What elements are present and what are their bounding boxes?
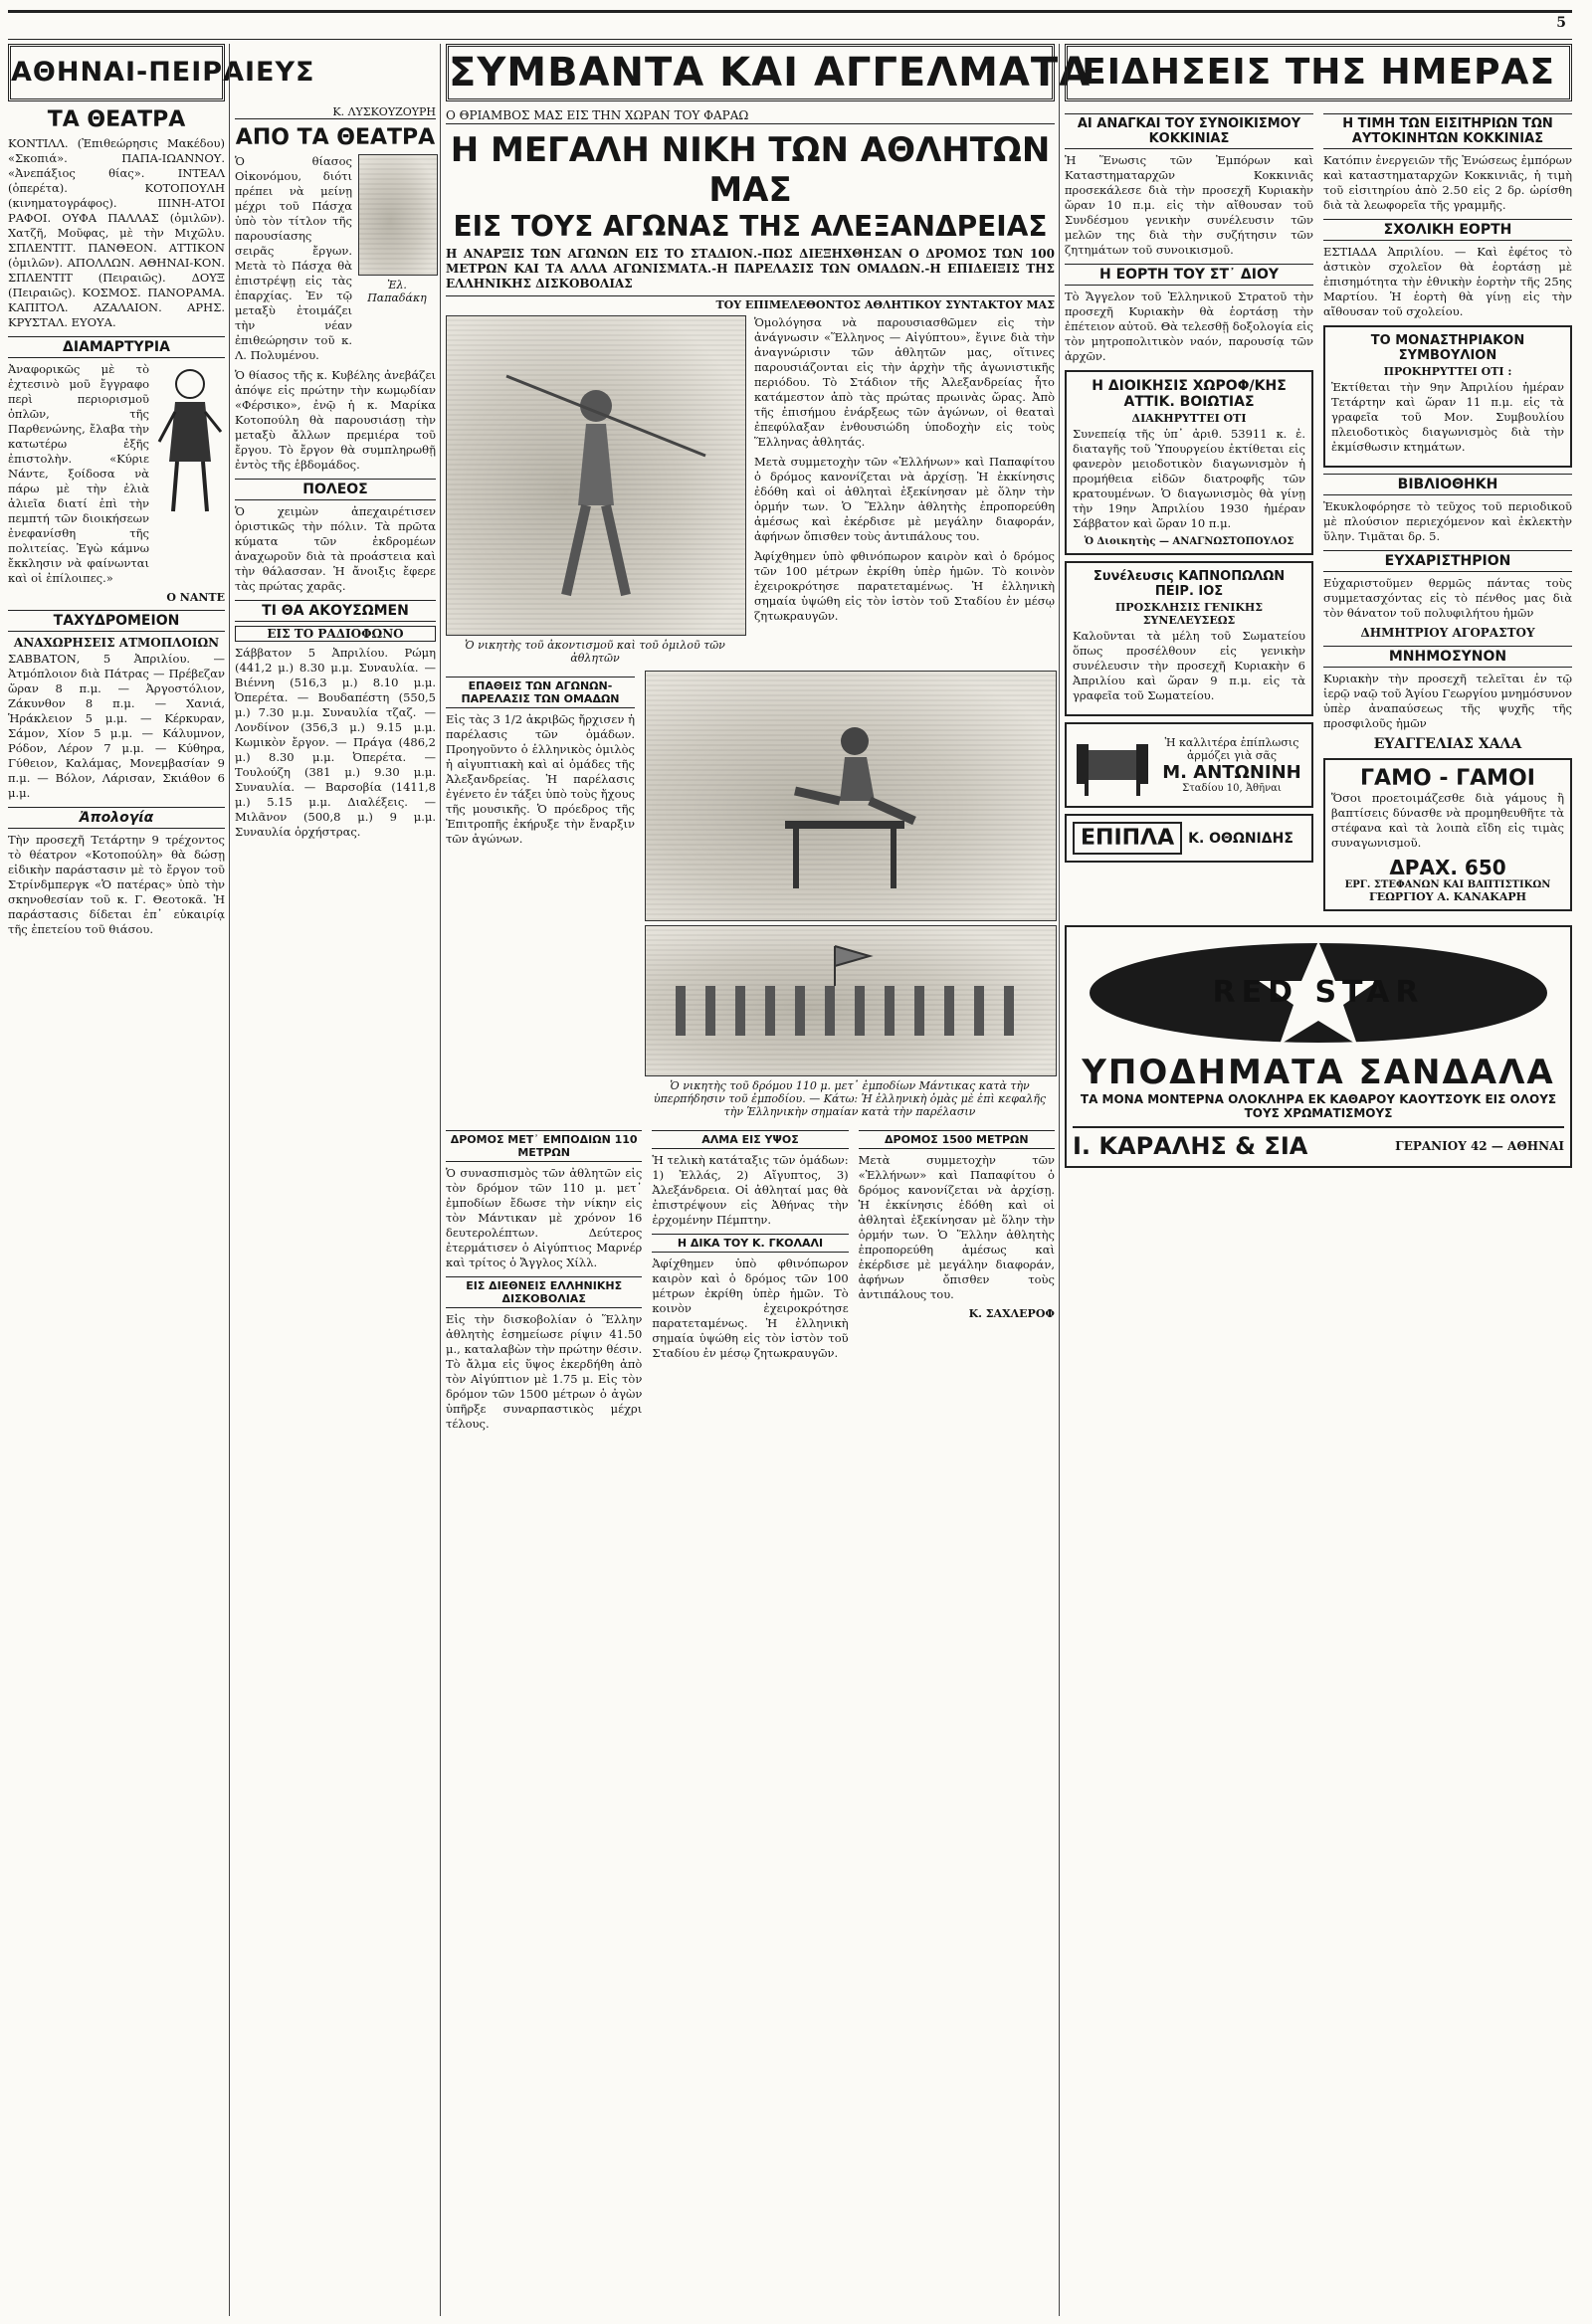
fare-text: Κατόπιν ἐνεργειῶν τῆς Ἑνώσεως ἐμπόρων καὶ καταστηματαρχῶν Κοκκινιᾶς, ἡ τιμὴ τοῦ εἰσιτηρίου ἀπὸ 2.50 εἰς 2 δρ. ὡρίσθη διὰ τὰ λεωφορεῖα τῆς γραμμῆς.	[1323, 153, 1572, 212]
center-row-1	[446, 315, 1055, 671]
memorial-heading: ΜΝΗΜΟΣΥΝΟΝ	[1323, 646, 1572, 668]
center-left-text	[446, 671, 635, 1124]
center-text3: Ἀφίχθημεν ὑπὸ φθινόπωρον καιρὸν καὶ ὁ δρόμος τῶν 100 μέτρων ἐκρίθη ὑπὲρ ἡμῶν. Τὸ κοινὸν ἐχειροκρότησε παρατεταμένως. Ἡ ἐλληνικὴ σημαία ὑψώθη εἰς τὸν ἱστὸν τοῦ Σταδίου ἐν μέσῳ ζητωκραυγῶν.	[754, 549, 1055, 623]
hurdles-heading: ΔΡΟΜΟΣ ΜΕΤ᾽ ΕΜΠΟΔΙΩΝ 110 ΜΕΤΡΩΝ	[446, 1130, 642, 1162]
sandals-ad	[1065, 925, 1572, 1168]
apology-text: Τὴν προσεχῆ Τετάρτην 9 τρέχοντος τὸ θέατρον «Κοτοπούλη» θὰ δώσῃ εἰδικὴν παράστασιν μὲ τὸ ἔργον τοῦ Στρίνδμπεργκ «Ὁ πατέρας» ὑπὸ τὴν σκηνοθεσίαν τοῦ κ. Γ. Θεοτοκᾶ. Ἡ παράστασις δίδεται ἐπ᾽ εὐκαιρίᾳ τῆς ἐπετείου τοῦ θιάσου.	[8, 833, 225, 936]
furniture-ad-name: Μ. ΑΝΤΩΝΙΝΗ	[1162, 762, 1301, 783]
sandals-ad-banner	[1073, 933, 1564, 1053]
marching-team-icon	[646, 926, 1054, 1075]
right-masthead: ΕΙΔΗΣΕΙΣ ΤΗΣ ΗΜΕΡΑΣ	[1065, 44, 1572, 101]
memorial-name: ΕΥΑΓΓΕΛΙΑΣ ΧΑΛΑ	[1373, 736, 1522, 752]
headline-1: Η ΜΕΓΑΛΗ ΝΙΚΗ ΤΩΝ ΑΘΛΗΤΩΝ ΜΑΣ	[450, 130, 1051, 210]
gendarmerie-subheading: ΔΙΑΚΗΡΥΤΤΕΙ ΟΤΙ	[1131, 412, 1247, 425]
center-row-3	[446, 1124, 1055, 1437]
epipla-ad-name: Κ. ΟΘΩΝΙΔΗΣ	[1188, 830, 1294, 847]
1500m-heading: ΔΡΟΜΟΣ 1500 ΜΕΤΡΩΝ	[859, 1130, 1055, 1149]
fare-heading: Η ΤΙΜΗ ΤΩΝ ΕΙΣΙΤΗΡΙΩΝ ΤΩΝ ΑΥΤΟΚΙΝΗΤΩΝ ΚΟΚΚΙΝΙΑΣ	[1323, 113, 1572, 149]
radio-subheading: ΕΙΣ ΤΟ ΡΑΔΙΟΦΩΝΟ	[235, 626, 436, 642]
right-col-1	[1065, 107, 1313, 917]
athlete-photo-caption: Ὁ νικητὴς τοῦ ἀκοντισμοῦ καὶ τοῦ ὁμιλοῦ τῶν ἀθλητῶν	[465, 639, 725, 665]
center-signoff: Κ. ΣΑΧΛΕΡΟΦ	[968, 1307, 1055, 1320]
top-rule	[8, 10, 1572, 40]
monastery-text: Ἐκτίθεται τὴν 9ην Ἀπριλίου ἡμέραν Τετάρτην καὶ ὥραν 11 π.μ. εἰς τὰ γραφεῖα τοῦ Μον. Συμβουλίου πλειοδοτικὸς διαγωνισμὸς διὰ τὴν ἐκμίσθωσιν κτημάτων.	[1331, 380, 1564, 454]
thanks-name: ΔΗΜΗΤΡΙΟΥ ΑΓΟΡΑΣΤΟΥ	[1360, 626, 1535, 640]
col2-sec3-text: Ὁ χειμὼν ἀπεχαιρέτισεν ὁριστικῶς τὴν πόλιν. Τὰ πρῶτα κύματα τῶν ἐκδρομέων ἀναχωροῦν διὰ τὰ προάστεια καὶ τὴν θάλασσαν. Ἡ ἄνοιξις ἔφερε τὰς πρώτας χαρᾶς.	[235, 504, 436, 593]
column-rule	[229, 44, 230, 2316]
furniture-ad-address: Σταδίου 10, Ἀθῆναι	[1182, 783, 1282, 794]
sandals-ad-footer	[1073, 1126, 1564, 1160]
wedding-ad-heading: ΓΑΜΟ - ΓΑΜΟΙ	[1360, 766, 1535, 791]
epipla-ad-word: ΕΠΙΠΛΑ	[1073, 822, 1182, 855]
athlete-photo	[446, 315, 746, 636]
kicker: Ο ΘΡΙΑΜΒΟΣ ΜΑΣ ΕΙΣ ΤΗΝ ΧΩΡΑΝ ΤΟΥ ΦΑΡΑΩ	[446, 107, 1055, 124]
center-row-2	[446, 671, 1055, 1124]
center-text4: Εἰς τὰς 3 1/2 ἀκριβῶς ἤρχισεν ἡ παρέλασις τῶν ὁμάδων. Προηγοῦντο ὁ ἑλληνικὸς ὀμιλὸς ἡ αἰγυπτιακὴ καὶ αἱ ὁμάδες τῆς Ἀλεξανδρείας. Ἡ παρέλασις ἐγένετο ἐν τάξει ὑπὸ τοὺς ἤχους τῆς μουσικῆς. Ὁ πρόεδρος τῆς Ἐπιτροπῆς ἐκήρυξε τὴν ἔναρξιν τῶν ἀγώνων.	[446, 712, 636, 846]
center-text1: Ὁμολόγησα νὰ παρουσιασθῶμεν εἰς τὴν ἀνάγνωσιν «Ἕλληνος — Αἰγύπτου», ἔγινε διὰ τὴν ἀναγνώρισιν τῶν ἀθλητῶν μας, οἵτινες παρουσιάζονται εἰς τὴν ἀρχὴν τῆς ἀγωνιστικῆς περιόδου. Τὸ Στάδιον τῆς Ἀλεξανδρείας ἦτο κατάμεστον ἀπὸ τὰς πρώτας πρωινὰς ὥρας. Ἀπὸ τῆς ἐπισήμου ἐνάρξεως τῶν ἀγώνων, οἱ θεαταὶ ἐπεφύλαξαν ἐνθουσιώδη ὑποδοχὴν εἰς τοὺς Ἕλληνας ἀθλητάς.	[754, 315, 1055, 449]
discus-heading: ΕΙΣ ΔΙΕΘΝΕΙΣ ΕΛΛΗΝΙΚΗΣ ΔΙΣΚΟΒΟΛΙΑΣ	[446, 1276, 642, 1308]
tobacco-heading: Συνέλευσις ΚΑΠΝΟΠΩΛΩΝ ΠΕΙΡ. ΙΟΣ	[1093, 569, 1286, 599]
monastery-heading: ΤΟ ΜΟΝΑΣΤΗΡΙΑΚΟΝ ΣΥΜΒΟΥΛΙΟΝ	[1370, 333, 1525, 363]
monastery-notice	[1323, 325, 1572, 468]
hurdle-photo	[645, 671, 1057, 921]
center-col-b	[652, 1124, 848, 1437]
protest-heading: ΔΙΑΜΑΡΤΥΡΙΑ	[8, 336, 225, 358]
right-col-2	[1323, 107, 1572, 917]
portrait-caption: Ἐλ. Παπαδάκη	[367, 279, 427, 304]
right-two-columns	[1065, 107, 1572, 917]
kokkinia-text: Ἡ Ἕνωσις τῶν Ἐμπόρων καὶ Καταστηματαρχῶν Κοκκινιᾶς προσεκάλεσε διὰ τὴν προσεχῆ Κυριακὴν ὥραν 10 π.μ. εἰς τὴν αἴθουσαν τοῦ Συνδέσμου γενικὴν συνέλευσιν τῶν μελῶν της διὰ τὴν συζήτησιν τῶν ζητημάτων τοῦ συνοικισμοῦ.	[1065, 153, 1313, 257]
gendarmerie-signature: Ὁ Διοικητὴς — ΑΝΑΓΝΩΣΤΟΠΟΥΛΟΣ	[1084, 536, 1294, 547]
headline-2: ΕΙΣ ΤΟΥΣ ΑΓΩΝΑΣ ΤΗΣ ΑΛΕΞΑΝΔΡΕΙΑΣ	[453, 210, 1048, 243]
gendarmerie-text: Συνεπείᾳ τῆς ὑπ᾽ ἀριθ. 53911 κ. ἐ. διαταγῆς τοῦ Ὑπουργείου ἐκτίθεται εἰς φανερὸν μειοδοτικὸν διαγωνισμὸν ἡ προμήθεια εἰδῶν διατροφῆς τῶν κρατουμένων. Ὁ διαγωνισμὸς θὰ γίνῃ τὴν 19ην Ἀπριλίου 1930 ἡμέραν Σάββατον καὶ ὥραν 10 π.μ.	[1073, 427, 1305, 530]
gendarmerie-heading: Η ΔΙΟΙΚΗΣΙΣ ΧΩΡΟΦ/ΚΗΣ ΑΤΤΙΚ. ΒΟΙΩΤΙΑΣ	[1092, 378, 1287, 410]
parade-heading: ΕΠΑΘΕΙΣ ΤΩΝ ΑΓΩΝΩΝ-ΠΑΡΕΛΑΣΙΣ ΤΩΝ ΟΜΑΔΩΝ	[446, 677, 635, 708]
center-text2: Μετὰ συμμετοχὴν τῶν «Ἑλλήνων» καὶ Παπαφίτου ὁ δρόμος κανονίζεται νὰ ἀρχίσῃ. Ἡ ἐκκίνησις ἐδόθη καὶ οἱ ἀθληταὶ ἐξεκίνησαν μὲ ὅλην τὴν ὁρμήν των. Ὁ Ἕλλην ἀθλητὴς ἐπροπορεύθη ἀμέσως καὶ ἐκέρδισε μὲ μεγάλην διαφοράν, ἀφήνων ὄπισθεν τοὺς ἀντιπάλους του.	[754, 455, 1055, 543]
center-text3-repeat: Ἀφίχθημεν ὑπὸ φθινόπωρον καιρὸν καὶ ὁ δρόμος τῶν 100 μέτρων ἐκρίθη ὑπὲρ ἡμῶν. Τὸ κοινὸν ἐχειροκρότησε παρατεταμένως. Ἡ ἐλληνικὴ σημαία ὑψώθη εἰς τὸν ἱστὸν τοῦ Σταδίου ἐν μέσῳ ζητωκραυγῶν.	[652, 1257, 849, 1360]
mail-subheading: ΑΝΑΧΩΡΗΣΕΙΣ ΑΤΜΟΠΛΟΙΩΝ	[13, 636, 220, 650]
memorial-text: Κυριακὴν τὴν προσεχῆ τελεῖται ἐν τῷ ἱερῷ ναῷ τοῦ Ἁγίου Γεωργίου μνημόσυνον ὑπὲρ ἀναπαύσεως τῆς ψυχῆς τῆς προσφιλοῦς ἡμῶν	[1323, 672, 1572, 730]
school-text: ΕΣΤΙΑΔΑ Ἀπριλίου. — Καὶ ἐφέτος τὸ ἀστικὸν σχολεῖον θὰ ἑορτάσῃ μὲ ἐπισημότητα τὴν ἐθνικὴν ἑορτὴν τῆς 25ης Μαρτίου. Ἡ ἑορτὴ θὰ γίνῃ εἰς τὴν αἴθουσαν τοῦ σχολείου.	[1323, 245, 1572, 318]
highjump-heading: ΑΛΜΑ ΕΙΣ ΥΨΟΣ	[652, 1130, 848, 1149]
trial-heading: Η ΔΙΚΑ ΤΟΥ Κ. ΓΚΟΛΑΛΙ	[652, 1234, 848, 1253]
sandals-ad-brand: RED STAR	[1212, 975, 1425, 1010]
parade-photo	[645, 925, 1057, 1076]
epipla-ad	[1065, 814, 1313, 863]
hurdler-icon	[646, 672, 1054, 920]
theatre-heading: ΤΑ ΘΕΑΤΡΑ	[47, 107, 186, 132]
tobacco-subheading: ΠΡΟΣΚΛΗΣΙΣ ΓΕΝΙΚΗΣ ΣΥΝΕΛΕΥΣΕΩΣ	[1114, 601, 1264, 627]
feast-text: Τὸ Ἄγγελον τοῦ Ἑλληνικοῦ Στρατοῦ τὴν προσεχῆ Κυριακὴν θὰ ἑορτάσῃ τὴν ἐπέτειον αὐτοῦ. Θὰ τελεσθῇ δοξολογία εἰς τὸν μητροπολιτικὸν ναόν, παρουσίᾳ τῶν ἀρχῶν.	[1065, 290, 1313, 363]
correspondent: ΤΟΥ ΕΠΙΜΕΛΕΘΟΝΤΟΣ ΑΘΛΗΤΙΚΟΥ ΣΥΝΤΑΚΤΟΥ ΜΑΣ	[715, 298, 1055, 311]
theatre-listings: ΚΟΝΤΙΛΛ. (Ἐπιθεώρησις Μακέδου) «Σκοπιά». ΠΑΠΑ-ΙΩΑΝΝΟΥ. «Ἀνεπάξιος θίας». ΙΝΤΕΑΛ (ὀπερέτα). ΚΟΤΟΠΟΥΛΗ (κινηματογράφος). ΙΙΙΝΗ-ΑΤΟΙ ΡΑΦΟΙ. ΟΥΦΑ ΠΑΛΛΑΣ (ὀμιλῶν). Χατζῆ, Μοῦφας, μὲ τὴν Μιχῶλυ. ΣΠΛΕΝΤΙΤ. ΠΑΝΘΕΟΝ. ΑΤΤΙΚΟΝ (ὀμιλῶν). ΑΠΟΛΛΩΝ. ΑΘΗΝΑΙ-ΚΟΝ. ΣΠΛΕΝΤΙΤ (Πειραιῶς). ΔΟΥΞ (Πειραιῶς). ΚΟΣΜΟΣ. ΠΑΝΟΡΑΜΑ. ΚΑΠΙΤΟΛ. ΑΖΑΛΑΙΟΝ. ΑΡΗΣ. ΚΡΥΣΤΑΛ. ΕΥΟΥΑ.	[8, 136, 225, 329]
javelin-thrower-icon	[447, 316, 745, 635]
wedding-ad-price: ΔΡΑΧ. 650	[1389, 856, 1506, 879]
thanks-heading: ΕΥΧΑΡΙΣΤΗΡΙΟΝ	[1323, 550, 1572, 572]
column-rule	[1059, 44, 1060, 2316]
apology-heading: Ἀπολογία	[8, 807, 225, 829]
furniture-ad	[1065, 722, 1313, 808]
school-heading: ΣΧΟΛΙΚΗ ΕΟΡΤΗ	[1323, 219, 1572, 241]
second-column	[235, 44, 436, 2316]
center-text6: Εἰς τὴν δισκοβολίαν ὁ Ἕλλην ἀθλητὴς ἐσημείωσε ρίψιν 41.50 μ., καταλαβὼν τὴν πρώτην θέσιν. Τὸ ἄλμα εἰς ὕψος ἐκερδήθη ἀπὸ τὸν Αἰγύπτιον μὲ 1.75 μ. Εἰς τὸν δρόμον τῶν 1500 μέτρων ὁ ἀγὼν ὑπῆρξε συναρπαστικὸς μέχρι τέλους.	[446, 1312, 643, 1431]
col2-sec3-heading: ΠΟΛΕΟΣ	[235, 479, 436, 500]
col2-text2: Ὁ θίασος τῆς κ. Κυβέλης ἀνεβάζει ἀπόψε εἰς πρώτην τὴν κωμῳδίαν «Φέρσικο», ἐνῷ ἡ κ. Μαρίκα Κοτοπούλη θὰ παρουσιάσῃ τὴν μεταξὺ ἄλλων πρεμιέρα τοῦ ἔργου. Τὸ ἔργον θὰ συμπληρωθῇ ἐντὸς τῆς ἑβδομάδος.	[235, 368, 436, 472]
col2-heading: ΑΠΟ ΤΑ ΘΕΑΤΡΑ	[235, 125, 436, 150]
sandals-ad-main: ΥΠΟΔΗΜΑΤΑ ΣΑΝΔΑΛΑ	[1082, 1053, 1555, 1092]
cartoon-figure-icon	[155, 362, 225, 521]
wedding-ad-name: ΓΕΩΡΓΙΟΥ Α. ΚΑΝΑΚΑΡΗ	[1368, 890, 1527, 903]
sandals-ad-sub: ΤΑ ΜΟΝΑ ΜΟΝΤΕΡΝΑ ΟΛΟΚΛΗΡΑ ΕΚ ΚΑΘΑΡΟΥ ΚΑΟΥΤΣΟΥΚ ΕΙΣ ΟΛΟΥΣ ΤΟΥΣ ΧΡΩΜΑΤΙΣΜΟΥΣ	[1080, 1092, 1557, 1120]
column-rule	[440, 44, 441, 2316]
col2-top-block	[235, 154, 436, 368]
center-text2-repeat: Μετὰ συμμετοχὴν τῶν «Ἑλλήνων» καὶ Παπαφίτου ὁ δρόμος κανονίζεται νὰ ἀρχίσῃ. Ἡ ἐκκίνησις ἐδόθη καὶ οἱ ἀθληταὶ ἐξεκίνησαν μὲ ὅλην τὴν ὁρμήν των. Ὁ Ἕλλην ἀθλητὴς ἐπροπορεύθη ἀμέσως καὶ ἐκέρδισε μὲ μεγάλην διαφοράν, ἀφήνων ὄπισθεν τοὺς ἀντιπάλους του.	[858, 1153, 1055, 1301]
radio-heading: ΤΙ ΘΑ ΑΚΟΥΣΩΜΕΝ	[235, 600, 436, 622]
radio-text: Σάββατον 5 Ἀπριλίου. Ρώμη (441,2 μ.) 8.30 μ.μ. Συναυλία. — Βιέννη (516,3 μ.) 8.10 μ.μ. Ὀπερέτα. — Βουδαπέστη (550,5 μ.) 7.30 μ.μ. Συναυλία τζαζ. — Λονδίνον (356,3 μ.) 9.15 μ.μ. Κωμικὸν ἔργον. — Πράγα (486,2 μ.) 8.30 μ.μ. Ὀπερέτα. — Τουλούζη (381 μ.) 9.30 μ.μ. Συναυλία. — Βαρσοβία (1411,8 μ.) 5.15 μ.μ. Διαλέξεις. — Μιλᾶνον (500,8 μ.) 9 μ.μ. Συναυλία ὀρχήστρας.	[235, 646, 436, 839]
center-text7: Ἡ τελικὴ κατάταξις τῶν ὁμάδων: 1) Ἑλλάς, 2) Αἴγυπτος, 3) Ἀλεξάνδρεια. Οἱ ἀθληταί μας θὰ ἐπιστρέψουν εἰς Ἀθήνας τὴν ἐρχομένην Πέμπτην.	[652, 1153, 849, 1227]
wedding-ad	[1323, 758, 1572, 911]
center-text-block-1	[754, 315, 1055, 671]
wedding-ad-shop: ΕΡΓ. ΣΤΕΦΑΝΩΝ ΚΑΙ ΒΑΠΤΙΣΤΙΚΩΝ	[1344, 879, 1551, 890]
portrait-block	[358, 154, 436, 368]
right-section	[1065, 44, 1572, 2316]
hurdle-photo-caption: Ὁ νικητὴς τοῦ δρόμου 110 μ. μετ᾽ ἐμποδίων Μάντικας κατὰ τὴν ὑπερπήδησιν τοῦ ἐμποδίου. — Κάτω: Ἡ ἑλληνικὴ ὁμὰς μὲ ἐπὶ κεφαλῆς τὴν Ἑλληνικὴν σημαίαν κατὰ τὴν παρέλασιν	[653, 1079, 1047, 1118]
tobacco-notice	[1065, 561, 1313, 716]
page-number: 5	[1556, 15, 1566, 31]
armchair-icon	[1073, 730, 1152, 800]
center-text5: Ὁ συνασπισμὸς τῶν ἀθλητῶν εἰς τὸν δρόμον τῶν 110 μ. μετ᾽ ἐμποδίων ἔδωσε τὴν νίκην εἰς τὸν Μάντικαν μὲ χρόνον 16 δευτερολέπτων. Δεύτερος ἐτερμάτισεν ὁ Αἰγύπτιος Μαρνέρ καὶ τρίτος ὁ Ἄγγλος Χίλλ.	[446, 1166, 643, 1269]
protest-signature: Ο ΝΑΝΤΕ	[166, 591, 225, 604]
feast-heading: Η ΕΟΡΤΗ ΤΟΥ ΣΤ᾽ ΔΙΟΥ	[1065, 264, 1313, 286]
center-col-a	[446, 1124, 642, 1437]
center-col-c	[859, 1124, 1055, 1437]
mail-heading: ΤΑΧΥΔΡΟΜΕΙΟΝ	[8, 610, 225, 632]
furniture-ad-text	[1158, 736, 1305, 794]
sandals-ad-shop: Ι. ΚΑΡΑΛΗΣ & ΣΙΑ	[1073, 1132, 1308, 1160]
sandals-ad-address: ΓΕΡΑΝΙΟΥ 42 — ΑΘΗΝΑΙ	[1395, 1139, 1564, 1153]
portrait-photo	[358, 154, 438, 276]
monastery-subheading: ΠΡΟΚΗΡΥΤΤΕΙ ΟΤΙ :	[1383, 365, 1512, 378]
wedding-ad-text: Ὅσοι προετοιμάζεσθε διὰ γάμους ἢ βαπτίσεις δύνασθε νὰ προμηθευθῆτε τὰ στέφανα καὶ τὰ λοιπὰ εἴδη εἰς τιμὰς συναγωνισμοῦ.	[1331, 791, 1564, 850]
center-masthead: ΣΥΜΒΑΝΤΑ ΚΑΙ ΑΓΓΕΛΜΑΤΑ	[446, 44, 1055, 101]
deck: Η ΑΝΑΡΞΙΣ ΤΩΝ ΑΓΩΝΩΝ ΕΙΣ ΤΟ ΣΤΑΔΙΟΝ.-ΠΩΣ ΔΙΕΞΗΧΘΗΣΑΝ Ο ΔΡΟΜΟΣ ΤΩΝ 100 ΜΕΤΡΩΝ ΚΑΙ ΤΑ ΑΛΛΑ ΑΓΩΝΙΣΜΑΤΑ.-Η ΠΑΡΕΛΑΣΙΣ ΤΩΝ ΟΜΑΔΩΝ.-Η ΕΠΙΔΕΙΞΙΣ ΤΗΣ ΕΛΛΗΝΙΚΗΣ ΔΙΣΚΟΒΟΛΙΑΣ	[446, 247, 1055, 296]
center-section	[446, 44, 1092, 2316]
left-masthead: ΑΘΗΝΑΙ-ΠΕΙΡΑΙΕΥΣ	[8, 44, 225, 101]
furniture-ad-lead: Ἡ καλλιτέρα ἐπίπλωσις ἀρμόζει γιὰ σᾶς	[1164, 736, 1299, 762]
center-photo-block-2	[645, 671, 1055, 1124]
kokkinia-heading: ΑΙ ΑΝΑΓΚΑΙ ΤΟΥ ΣΥΝΟΙΚΙΣΜΟΥ ΚΟΚΚΙΝΙΑΣ	[1065, 113, 1313, 149]
library-heading: ΒΙΒΛΙΟΘΗΚΗ	[1323, 474, 1572, 495]
byline: Κ. ΛΥΣΚΟΥΖΟΥΡΗ	[235, 105, 436, 119]
library-text: Ἐκυκλοφόρησε τὸ τεῦχος τοῦ περιοδικοῦ μὲ πλούσιον περιεχόμενον καὶ ἐκλεκτὴν ὕλην. Τιμᾶται δρ. 5.	[1323, 499, 1572, 543]
tobacco-text: Καλοῦνται τὰ μέλη τοῦ Σωματείου ὅπως προσέλθουν εἰς γενικὴν συνέλευσιν τὴν προσεχῆ Κυριακὴν 6 Ἀπριλίου καὶ ὥραν 9 π.μ. εἰς τὰ γραφεῖα τοῦ Σωματείου.	[1073, 629, 1305, 702]
protest-text: Ἀναφορικῶς μὲ τὸ ἐχτεσινὸ μοῦ ἔγγραφο περὶ περιορισμοῦ ὀπλῶν, τῆς Παρθενώνης, ἔλαβα τὴν κατωτέρω ἐξῆς ἐπιστολὴν. «Κύριε Νάντε, ξοίδοσα νὰ πάρω μὲ τὴν ἐλιὰ ἀλιεῖα διατί ἐπὶ τὴν πεμπτή τῶν διοικήσεων ἐνεφανίσθη τῆς πολιτείας. Ἐγὼ κάμνω ἔκκλησιν νὰ φαίνωνται καὶ οἱ ἐπίλοιπες.»	[8, 362, 149, 585]
mail-text: ΣΑΒΒΑΤΟΝ, 5 Ἀπριλίου. — Ἀτμόπλοιον διὰ Πάτρας — Πρέβεζαν ὥραν 8 π.μ. — Ἀργοστόλιον, Ζάκυνθον 8 π.μ. — Χανιά, Ἡράκλειον 5 μ.μ. — Κέρκυραν, Σάμον, Χίον 5 μ.μ. — Κάλυμνον, Ρόδον, Λέρον 7 μ.μ. — Κύθηρα, Γύθειον, Καλάμας, Μονεμβασίαν 9 π.μ. — Βόλον, Λάρισαν, Σκιάθον 6 μ.μ.	[8, 652, 225, 800]
col2-text1: Ὁ θίασος Οἰκονόμου, διότι πρέπει νὰ μείνῃ μέχρι τοῦ Πάσχα ὑπὸ τὸν τίτλον τῆς παρουσίασης σειρᾶς ἔργων. Μετὰ τὸ Πάσχα θὰ ἐπιστρέψῃ εἰς τὰς ἐπαρχίας. Ἐν τῷ μεταξὺ ἐτοιμάζει τὴν νέαν ἐπιθεώρησιν τοῦ κ. Λ. Πολυμένου.	[235, 154, 352, 362]
protest-block	[8, 362, 225, 591]
gendarmerie-notice	[1065, 370, 1313, 555]
center-photo-block-1	[446, 315, 744, 671]
thanks-text: Εὐχαριστοῦμεν θερμῶς πάντας τοὺς συμμετασχόντας εἰς τὸ πένθος μας διὰ τὸν θάνατον τοῦ πολυφιλήτου ἡμῶν	[1323, 576, 1572, 620]
